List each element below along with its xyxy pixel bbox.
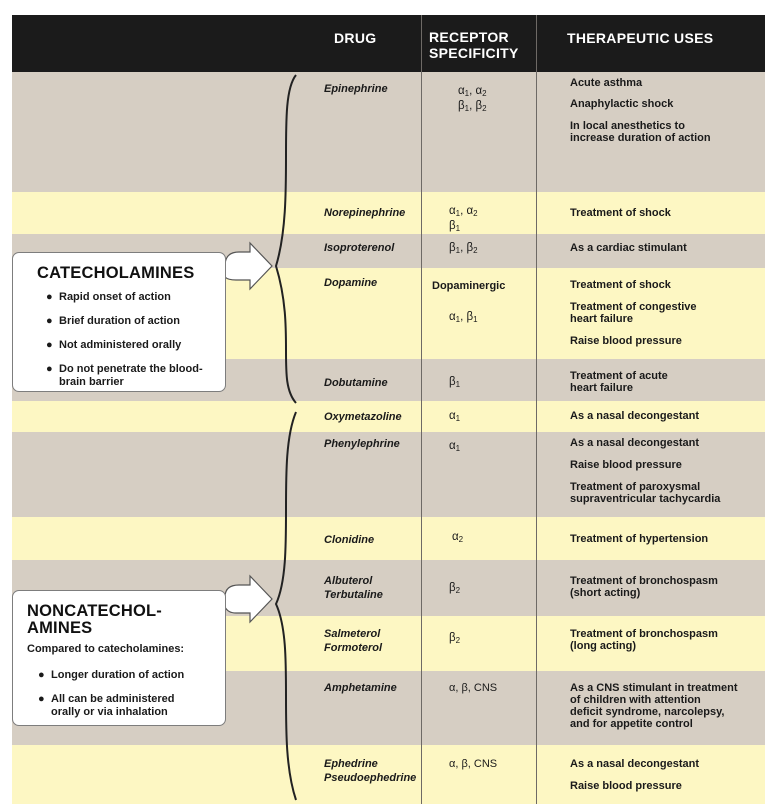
- catecholamine-brace: [276, 75, 296, 403]
- drug-dobutamine: Dobutamine: [324, 377, 388, 389]
- bullet-dot-icon: ●: [46, 315, 53, 327]
- use-ephedrine-1: As a nasal decongestant: [570, 758, 699, 770]
- use-phenylephrine-1: As a nasal decongestant: [570, 437, 699, 449]
- use-phenylephrine-2: Raise blood pressure: [570, 459, 682, 471]
- use-oxymetazoline-1: As a nasal decongestant: [570, 410, 699, 422]
- drug-phenylephrine: Phenylephrine: [324, 438, 400, 450]
- drug-ephedrine-pseudoephedrine: Ephedrine Pseudoephedrine: [324, 758, 417, 784]
- catecholamines-box: [12, 252, 226, 392]
- header-receptor-line2: SPECIFICITY: [429, 45, 519, 61]
- header-therapeutic-uses: THERAPEUTIC USES: [567, 30, 714, 46]
- receptor-albuterol: $\beta_2$: [449, 582, 461, 595]
- use-albuterol-1: Treatment of bronchospasm (short acting): [570, 575, 718, 599]
- bullet-dot-icon: ●: [46, 363, 53, 375]
- use-phenylephrine-3: Treatment of paroxysmal supraventricular tachycardia: [570, 481, 721, 505]
- receptor-dopamine-text: Dopaminergic: [432, 280, 506, 292]
- use-isoproterenol-1: As a cardiac stimulant: [570, 242, 687, 254]
- receptor-ephedrine: α, β, CNS: [449, 758, 498, 770]
- use-norepinephrine-1: Treatment of shock: [570, 207, 671, 219]
- noncatecholamines-subtitle: Compared to catecholamines:: [27, 643, 185, 655]
- use-dopamine-3: Raise blood pressure: [570, 335, 682, 347]
- noncatecholamine-arrow: [225, 576, 272, 622]
- noncatecholamines-bullet-2: ● All can be administered orally or via inhalation: [38, 693, 175, 718]
- receptor-dopamine: $\alpha_1$, $\beta_1$: [449, 311, 478, 324]
- use-epinephrine-3: In local anesthetics to increase duration of action: [570, 120, 711, 144]
- noncatecholamines-box: [12, 590, 226, 726]
- receptor-amphetamine: α, β, CNS: [449, 682, 498, 694]
- drug-salmeterol-formoterol: Salmeterol Formoterol: [324, 628, 383, 654]
- receptor-dobutamine: $\beta_1$: [449, 376, 461, 389]
- use-clonidine-1: Treatment of hypertension: [570, 533, 709, 545]
- receptor-oxymetazoline: $\alpha_1$: [449, 410, 461, 423]
- receptor-isoproterenol: $\beta_1$, $\beta_2$: [449, 242, 478, 255]
- catecholamines-bullet-3: ● Not administered orally: [46, 339, 182, 351]
- use-dopamine-1: Treatment of shock: [570, 279, 671, 291]
- catecholamine-arrow: [225, 243, 272, 289]
- receptor-epinephrine: $\alpha_1$, $\alpha_2$ $\beta_1$, $\beta_2$: [458, 85, 487, 113]
- drug-oxymetazoline: Oxymetazoline: [324, 411, 402, 423]
- use-salmeterol-1: Treatment of bronchospasm (long acting): [570, 628, 718, 652]
- use-amphetamine-1: As a CNS stimulant in treatment of children with attention deficit syndrome, narcolepsy, and for appetite control: [570, 682, 738, 730]
- receptor-clonidine: $\alpha_2$: [452, 531, 464, 544]
- drug-amphetamine: Amphetamine: [324, 682, 397, 694]
- drug-clonidine: Clonidine: [324, 534, 375, 546]
- receptor-phenylephrine: $\alpha_1$: [449, 440, 461, 453]
- bullet-dot-icon: ●: [38, 693, 45, 705]
- noncatecholamines-bullet-1: ● Longer duration of action: [38, 669, 185, 681]
- catecholamines-title: CATECHOLAMINES: [37, 264, 195, 282]
- drug-epinephrine: Epinephrine: [324, 83, 388, 95]
- use-epinephrine-1: Acute asthma: [570, 77, 643, 89]
- catecholamines-bullet-2: ● Brief duration of action: [46, 315, 180, 327]
- use-dobutamine-1: Treatment of acute heart failure: [570, 370, 668, 394]
- bullet-dot-icon: ●: [46, 339, 53, 351]
- catecholamines-bullet-4: ● Do not penetrate the blood- brain barrier: [46, 363, 203, 388]
- noncatecholamine-brace: [276, 412, 296, 800]
- use-ephedrine-2: Raise blood pressure: [570, 780, 682, 792]
- drug-norepinephrine: Norepinephrine: [324, 207, 406, 219]
- receptor-salmeterol: $\beta_2$: [449, 632, 461, 645]
- noncatecholamines-title: NONCATECHOL- AMINES: [27, 602, 162, 637]
- drug-isoproterenol: Isoproterenol: [324, 242, 395, 254]
- catecholamines-bullet-1: ● Rapid onset of action: [46, 291, 171, 303]
- receptor-norepinephrine: $\alpha_1$, $\alpha_2$ $\beta_1$: [449, 205, 478, 233]
- header-drug: DRUG: [334, 30, 377, 46]
- drug-albuterol-terbutaline: Albuterol Terbutaline: [324, 575, 383, 601]
- header-receptor-line1: RECEPTOR: [429, 29, 509, 45]
- drug-dopamine: Dopamine: [324, 277, 378, 289]
- bullet-dot-icon: ●: [38, 669, 45, 681]
- use-epinephrine-2: Anaphylactic shock: [570, 98, 674, 110]
- use-dopamine-2: Treatment of congestive heart failure: [570, 301, 697, 325]
- bullet-dot-icon: ●: [46, 291, 53, 303]
